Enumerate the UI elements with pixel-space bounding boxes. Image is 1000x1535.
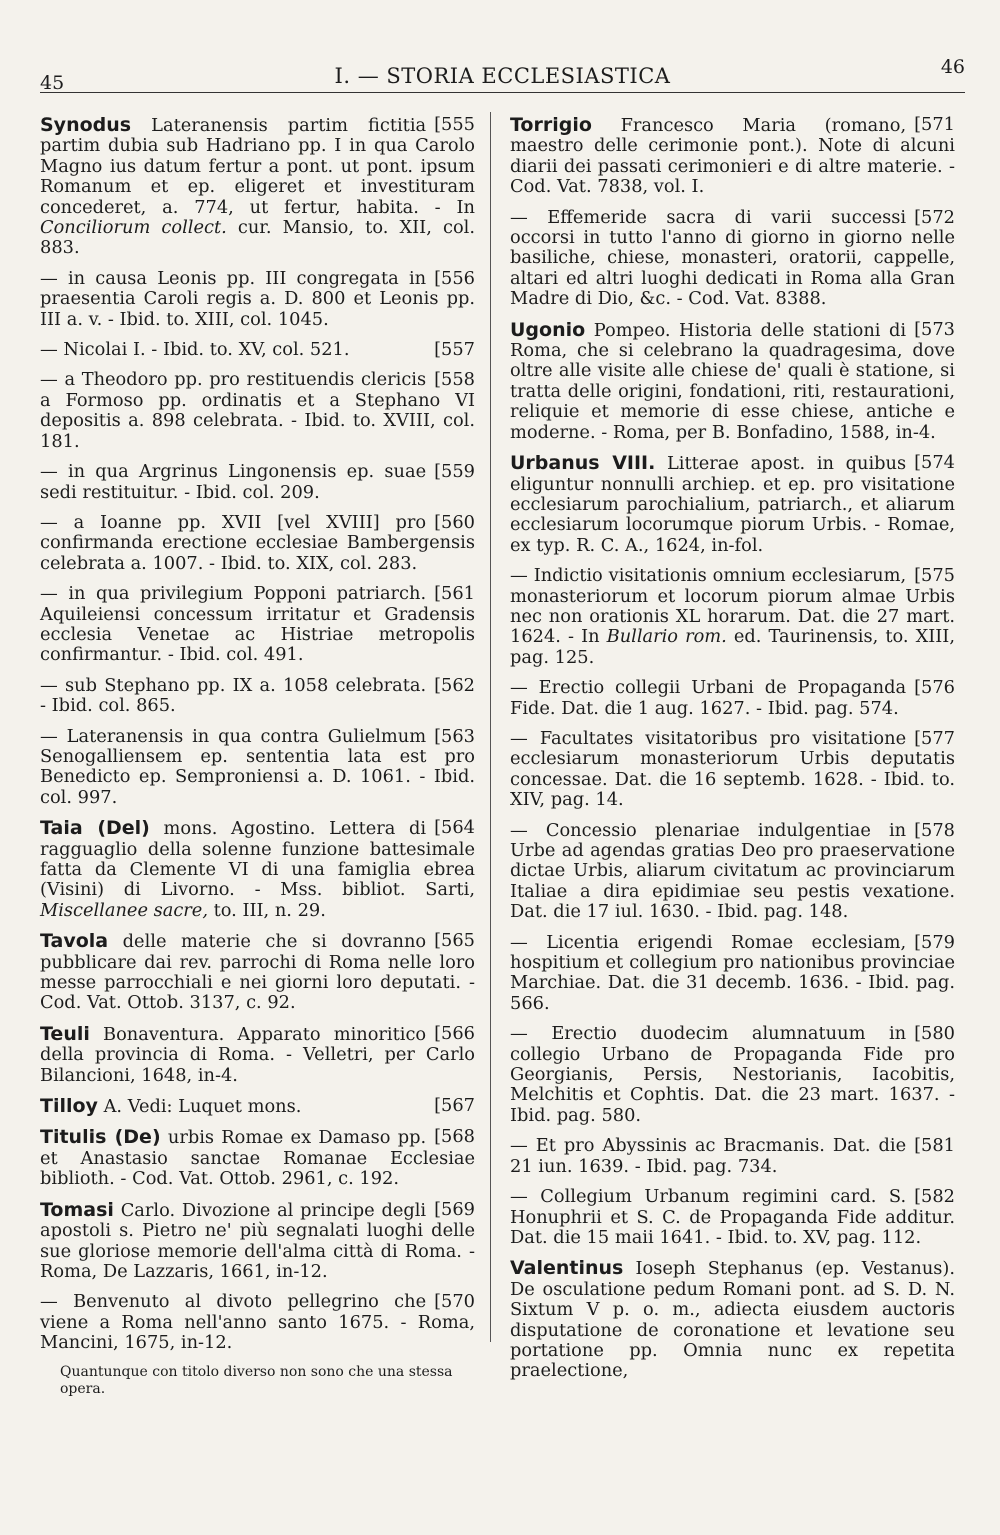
entry-text: delle materie che si dovranno pubblicare dai rev. parrochi di Roma nelle loro messe parrocchiali e nei giorni loro deputati. - Cod. Vat. Ottob. 3137, c. 92. <box>40 931 475 1014</box>
left-entry <box>40 513 475 574</box>
entry-headword: Synodus <box>40 114 132 136</box>
entry-text: — in qua privilegium Popponi patriarch. Aquileiensi concessum irritatur et Gradensis ecclesia Venetae ac Histriae metropolis confirmantur. - Ibid. col. 491. <box>40 583 475 666</box>
section-title: I. — STORIA ECCLESIASTICA <box>334 64 671 88</box>
left-entry <box>40 1292 475 1353</box>
entry-text: Litterae apost. in quibus eliguntur nonnulli archiep. et ep. pro visitatione ecclesiarum parochialium, patriarch., et aliarum ecclesiarum locorumque piorum Urbis. - Romae, ex typ. R. C. A., 1624, in-fol. <box>510 453 955 556</box>
right-entry <box>510 1187 955 1248</box>
entry-number: [570 <box>434 1291 475 1313</box>
entry-headword: Tilloy <box>40 1095 98 1118</box>
entry-text: Ioseph Stephanus (ep. Vestanus). De osculatione pedum Romani pont. ad S. D. N. Sixtum V p. o. m., adiecta eiusdem auctoris disputatione de coronatione et levatione seu portatione pp. Omnia nunc ex repetita praelectione, <box>510 1258 955 1382</box>
right-entry <box>510 208 955 310</box>
left-entry <box>40 1127 475 1189</box>
entry-text-tail: ed. Taurinensis, to. XIII, pag. 125. <box>510 626 955 668</box>
left-column <box>40 115 475 1398</box>
entry-number: [565 <box>434 930 475 952</box>
entry-number: [564 <box>434 817 475 839</box>
entry-text: — Facultates visitatoribus pro visitatione ecclesiarum monasteriorum Urbis deputatis concessae. Dat. die 16 septemb. 1628. - Ibid. to. XIV, pag. 14. <box>510 727 955 811</box>
entry-text: Carlo. Divozione al principe degli apostoli s. Pietro ne' più segnalati luoghi delle sue gloriose memorie dell'alma città di Roma. - Roma, De Lazzaris, 1661, in-12. <box>40 1199 475 1282</box>
entry-headword: Tomasi <box>40 1198 114 1221</box>
entry-text: — Erectio collegii Urbani de Propaganda Fide. Dat. die 1 aug. 1627. - Ibid. pag. 574. <box>510 677 907 719</box>
right-entry <box>510 1136 955 1177</box>
entry-number: [569 <box>434 1198 475 1220</box>
entry-number: [568 <box>434 1126 475 1148</box>
entry-number: [567 <box>434 1095 475 1117</box>
entry-text: — Concessio plenariae indulgentiae in Urbe ad agendas gratias Deo pro praeservatione dictae Urbis, aliarum civitatum ac provinciarum Italiae a dira epidimiae seu pestis vexatione. Dat. die 17 iul. 1630. - Ibid. pag. 148. <box>510 819 955 923</box>
entry-number: [576 <box>914 677 955 699</box>
left-entry <box>40 462 475 503</box>
entry-text: — Et pro Abyssinis ac Bracmanis. Dat. die 21 iun. 1639. - Ibid. pag. 734. <box>510 1135 907 1177</box>
entry-number: [563 <box>434 725 475 747</box>
entry-number: [559 <box>434 461 475 483</box>
entry-number: [561 <box>434 583 475 605</box>
entry-headword: Titulis (De) <box>40 1126 161 1149</box>
right-entry <box>510 678 955 719</box>
right-entry <box>510 1024 955 1126</box>
page-number-right: 46 <box>940 56 965 78</box>
entry-headword: Teuli <box>40 1022 90 1045</box>
entry-text: — Erectio duodecim alumnatuum in collegio Urbano de Propaganda Fide pro Georgianis, Persis, Nestorianis, Iacobitis, Melchitis et Cophtis. Dat. die 23 mart. 1637. - Ibid. pag. 580. <box>510 1023 955 1126</box>
entry-text: — sub Stephano pp. IX a. 1058 celebrata. - Ibid. col. 865. <box>40 674 427 717</box>
entry-number: [566 <box>434 1022 475 1044</box>
right-entry <box>510 320 955 443</box>
left-entry <box>40 340 475 360</box>
right-entry <box>510 821 955 923</box>
entry-text: — Collegium Urbanum regimini card. S. Honuphrii et S. C. de Propaganda Fide additur. Dat. die 15 maii 1641. - Ibid. to. XV, pag. 112. <box>510 1186 955 1248</box>
entry-text-tail: cur. Mansio, to. XII, col. 883. <box>40 217 475 259</box>
entry-italic-title: Miscellanee sacre, <box>40 899 208 921</box>
entry-number: [580 <box>914 1023 955 1045</box>
left-entry <box>40 727 475 809</box>
entry-text: — Effemeride sacra di varii successi occorsi in tutto l'anno di giorno in giorno nelle basiliche, chiese, monasteri, oratorii, cappelle, altari ed altri luoghi dedicati in Roma alla Gran Madre di Dio, &c. - Cod. Vat. 8388. <box>510 206 955 310</box>
left-entry <box>40 370 475 452</box>
entry-number: [574 <box>914 452 955 474</box>
right-entry <box>510 115 955 198</box>
entry-number: [560 <box>434 511 475 533</box>
entry-text: — Nicolai I. - Ibid. to. XV, col. 521. <box>40 339 350 361</box>
entry-headword: Tavola <box>40 930 109 953</box>
entry-number: [578 <box>914 819 955 841</box>
entry-number: [556 <box>434 267 475 289</box>
left-entry <box>40 584 475 666</box>
left-entry <box>40 818 475 921</box>
entry-number: [575 <box>914 565 955 587</box>
column-divider <box>490 112 491 1342</box>
right-entry <box>510 729 955 811</box>
right-column <box>510 115 955 1392</box>
entry-number: [562 <box>434 674 475 696</box>
entry-text: — in qua Argrinus Lingonensis ep. suae sedi restituitur. - Ibid. col. 209. <box>40 461 427 503</box>
left-entry <box>40 1096 475 1117</box>
entry-text: — a Theodoro pp. pro restituendis clericis a Formoso pp. ordinatis et a Stephano VI depositis a. 898 celebrata. - Ibid. to. XVIII, col. 181. <box>40 369 475 452</box>
left-entry <box>40 1024 475 1086</box>
footnote: Quantunque con titolo diverso non sono che una stessa opera. <box>60 1363 453 1397</box>
entry-number: [571 <box>914 114 955 135</box>
right-entry <box>510 453 955 556</box>
entry-number: [579 <box>914 931 955 953</box>
entry-number: [555 <box>434 114 475 135</box>
entry-text: mons. Agostino. Lettera di ragguaglio della solenne funzione battesimale fatta da Clemente VI di una famiglia ebrea (Visini) di Livorno. - Mss. bibliot. Sarti, <box>40 818 475 901</box>
entry-text: Pompeo. Historia delle stationi di Roma, che si celebrano la quadragesima, dove oltre alle visite alle chiese de' quali è statione, si tratta delle origini, fondationi, riti, restaurationi, reliquie et memorie di esse chiese, antiche e moderne. - Roma, per B. Bonfadino, 1588, in-4. <box>510 319 955 443</box>
entry-text: — Licentia erigendi Romae ecclesiam, hospitium et collegium pro nationibus provinciae Marchiae. Dat. die 31 decemb. 1636. - Ibid. pag. 566. <box>510 931 955 1014</box>
entry-text: Lateranensis partim fictitia partim dubia sub Hadriano pp. I in qua Carolo Magno ius datum fertur a pont. ut pont. ipsum Romanum et ep. eligeret et investituram concederet, a. 774, ut fertur, habita. - In <box>40 115 475 218</box>
entry-headword: Urbanus VIII. <box>510 452 656 475</box>
entry-italic-title: Conciliorum collect. <box>40 217 227 239</box>
entry-text: urbis Romae ex Damaso pp. et Anastasio sanctae Romanae Ecclesiae biblioth. - Cod. Vat. Ottob. 2961, c. 192. <box>40 1127 475 1190</box>
left-entry <box>40 269 475 330</box>
entry-text-tail: to. III, n. 29. <box>207 899 326 921</box>
left-entry <box>40 676 475 717</box>
entry-text: — a Ioanne pp. XVII [vel XVIII] pro confirmanda erectione ecclesiae Bambergensis celebrata a. 1007. - Ibid. to. XIX, col. 283. <box>40 511 475 574</box>
left-entry <box>40 931 475 1014</box>
entry-italic-title: Bullario rom. <box>606 626 727 648</box>
entry-text: A. Vedi: Luquet mons. <box>97 1096 302 1118</box>
left-entry <box>40 1200 475 1283</box>
left-entry <box>40 115 475 259</box>
entry-number: [581 <box>914 1135 955 1157</box>
entry-number: [582 <box>914 1186 955 1208</box>
entry-number: [558 <box>434 369 475 391</box>
entry-text: — Benvenuto al divoto pellegrino che viene a Roma nell'anno santo 1675. - Roma, Mancini, 1675, in-12. <box>40 1291 475 1354</box>
right-entry <box>510 933 955 1015</box>
entry-text: — in causa Leonis pp. III congregata in praesentia Caroli regis a. D. 800 et Leonis pp. III a. v. - Ibid. to. XIII, col. 1045. <box>40 267 475 330</box>
entry-headword: Ugonio <box>510 318 586 341</box>
entry-text: Bonaventura. Apparato minoritico della provincia di Roma. - Velletri, per Carlo Bilancioni, 1648, in-4. <box>40 1023 475 1086</box>
entry-headword: Torrigio <box>510 114 592 136</box>
entry-text: — Indictio visitationis omnium ecclesiarum, monasteriorum et locorum piorum almae Urbis nec non orationis XL horarum. Dat. die 27 mart. 1624. - In <box>510 565 955 648</box>
entry-number: [573 <box>914 318 955 340</box>
entry-number: [572 <box>914 206 955 228</box>
entry-text: Francesco Maria (romano, maestro delle cerimonie pont.). Note di alcuni diarii dei passati cerimonieri e di altre materie. - Cod. Vat. 7838, vol. I. <box>510 115 955 198</box>
entry-headword: Valentinus <box>510 1257 624 1280</box>
entry-number: [557 <box>434 339 475 361</box>
right-entry <box>510 1258 955 1381</box>
page-number-left: 45 <box>40 72 65 94</box>
right-entry <box>510 566 955 668</box>
entry-number: [577 <box>914 727 955 749</box>
running-header <box>40 52 965 93</box>
entry-text: — Lateranensis in qua contra Gulielmum Senogalliensem ep. sententia lata est pro Benedicto ep. Semproniensi a. D. 1061. - Ibid. col. 997. <box>40 725 475 808</box>
entry-headword: Taia (Del) <box>40 817 150 840</box>
